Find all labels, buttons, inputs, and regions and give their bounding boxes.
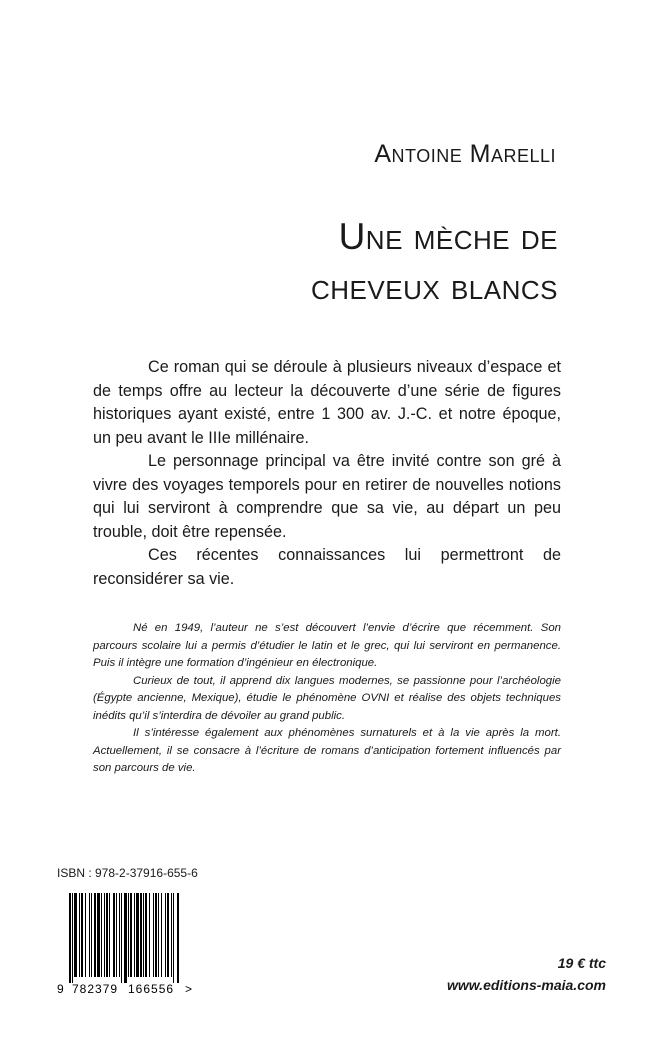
barcode-bar: [74, 893, 77, 977]
barcode-bar: [94, 893, 96, 977]
barcode: [57, 893, 195, 997]
synopsis-paragraph: Le personnage principal va être invité contre son gré à vivre des voyages temporels pour en retirer de nouvelles notions qui lui serviront à comprendre que sa vie, au départ un peu trouble, doit être repensée.: [93, 452, 561, 541]
barcode-bar: [173, 893, 174, 983]
barcode-bar: [134, 893, 135, 977]
barcode-bar: [91, 893, 92, 977]
barcode-bar: [145, 893, 147, 977]
barcode-bar: [72, 893, 73, 983]
isbn-label: ISBN : 978-2-37916-655-6: [57, 866, 198, 880]
barcode-bar: [79, 893, 80, 977]
publisher-website[interactable]: www.editions-maia.com: [447, 977, 606, 993]
author-biography: [93, 620, 561, 778]
barcode-bar: [140, 893, 142, 977]
barcode-bar: [177, 893, 179, 983]
synopsis-paragraph: Ce roman qui se déroule à plusieurs niveaux d’espace et de temps offre au lecteur la découverte d’une série de figures historiques ayant existé, entre 1 300 av. J.-C. et notre époque, un peu avant le IIIe millénaire.: [93, 358, 561, 447]
barcode-right-digits: 166556: [128, 982, 175, 996]
barcode-left-digits: 782379: [72, 982, 119, 996]
barcode-bar: [153, 893, 154, 977]
barcode-bar: [81, 893, 83, 977]
barcode-bar: [89, 893, 90, 977]
synopsis: [93, 356, 561, 591]
barcode-bar: [85, 893, 86, 977]
barcode-bar: [161, 893, 162, 977]
barcode-bar: [116, 893, 117, 977]
barcode-bar: [119, 893, 120, 977]
barcode-bar: [165, 893, 166, 977]
book-title-line-2: cheveux blancs: [310, 266, 558, 307]
barcode-bar: [97, 893, 100, 977]
biography-paragraph: Curieux de tout, il apprend dix langues modernes, se passionne pour l’archéologie (Égypte ancienne, Mexique), étudie le phénomène OVNI et réalise des objets techniques inédits qu’il s’interdira de dévoiler au grand public.: [93, 674, 561, 722]
barcode-bar: [136, 893, 139, 977]
author-name: Antoine Marelli: [374, 140, 556, 168]
biography-paragraph: Il s’intéresse également aux phénomènes surnaturels et à la vie après la mort. Actuellement, il se consacre à l’écriture de romans d’anticipation fortement influencés par son parcours de vie.: [93, 727, 561, 774]
barcode-bar: [158, 893, 159, 977]
barcode-bar: [130, 893, 132, 977]
price: 19 € ttc: [557, 955, 606, 971]
barcode-bars: [69, 893, 179, 983]
barcode-bar: [143, 893, 144, 977]
barcode-bar: [101, 893, 102, 977]
barcode-bar: [113, 893, 115, 977]
barcode-end-mark: >: [185, 982, 193, 996]
barcode-bar: [109, 893, 110, 977]
barcode-bar: [155, 893, 157, 977]
barcode-first-digit: 9: [57, 982, 64, 996]
synopsis-paragraph: Ces récentes connaissances lui permettront de reconsidérer sa vie.: [93, 546, 561, 588]
biography-paragraph: Né en 1949, l’auteur ne s’est découvert l’envie d’écrire que récemment. Son parcours scolaire lui a permis d’étudier le latin et le grec, qui lui serviront en permanence. Puis il intègre une formation d’ingénieur en électronique.: [93, 622, 561, 669]
book-title-line-1: Une mèche de: [338, 216, 558, 257]
barcode-bar: [167, 893, 169, 977]
barcode-bar: [171, 893, 172, 977]
book-title: [0, 212, 558, 312]
barcode-bar: [124, 893, 127, 983]
barcode-bar: [128, 893, 129, 977]
barcode-bar: [104, 893, 105, 977]
barcode-bar: [69, 893, 71, 983]
barcode-bar: [149, 893, 150, 977]
barcode-bar: [121, 893, 122, 983]
barcode-bar: [106, 893, 108, 977]
